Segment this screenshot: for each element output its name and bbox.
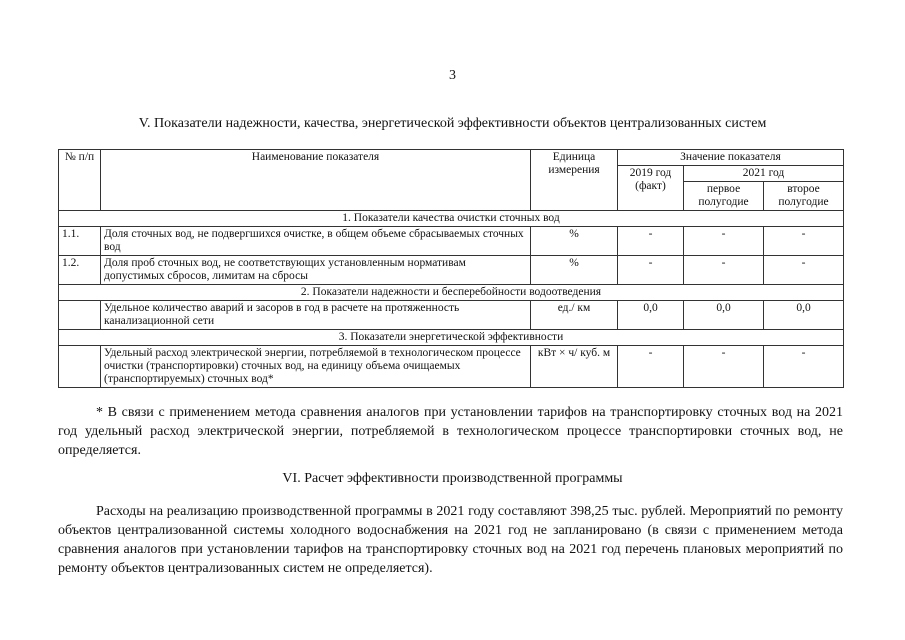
footnote-text: * В связи с применением метода сравнения аналогов при установлении тарифов на транспортировку сточных вод на 2021 год удельный расход электрической энергии, потребляемой в технологическом процессе транспортировки сточных вод, не определяется.	[58, 405, 843, 458]
cell-name: Доля сточных вод, не подвергшихся очистке, в общем объеме сбрасываемых сточных вод	[101, 227, 531, 256]
table-row	[59, 346, 844, 388]
header-value-group: Значение показателя	[618, 150, 844, 166]
cell-num	[59, 346, 101, 388]
group-row	[59, 330, 844, 346]
page-number: 3	[449, 68, 456, 83]
cell-unit: %	[531, 256, 618, 285]
cell-first-half: 0,0	[684, 301, 764, 330]
section-6-body	[58, 502, 843, 578]
section-5-title: V. Показатели надежности, качества, энергетической эффективности объектов централизованных систем	[138, 116, 767, 131]
section-6-title: VI. Расчет эффективности производственной программы	[282, 471, 623, 486]
header-second-half: второе полугодие	[764, 182, 844, 211]
header-first-half: первое полугодие	[684, 182, 764, 211]
cell-unit: ед./ км	[531, 301, 618, 330]
cell-name: Доля проб сточных вод, не соответствующих установленным нормативам допустимых сбросов, лимитам на сбросы	[101, 256, 531, 285]
cell-unit: %	[531, 227, 618, 256]
group-row	[59, 211, 844, 227]
cell-2019: -	[618, 346, 684, 388]
table-row	[59, 301, 844, 330]
cell-second-half: -	[764, 346, 844, 388]
cell-first-half: -	[684, 346, 764, 388]
header-name: Наименование показателя	[101, 150, 531, 211]
header-num: № п/п	[59, 150, 101, 211]
header-2019: 2019 год (факт)	[618, 166, 684, 211]
cell-num: 1.2.	[59, 256, 101, 285]
cell-unit: кВт × ч/ куб. м	[531, 346, 618, 388]
cell-name: Удельный расход электрической энергии, потребляемой в технологическом процессе очистки (транспортировки) сточных вод, на единицу объема очищаемых (транспортируемых) сточных вод*	[101, 346, 531, 388]
cell-second-half: -	[764, 256, 844, 285]
group-title: 2. Показатели надежности и бесперебойности водоотведения	[59, 285, 844, 301]
footnote	[58, 403, 843, 460]
group-title: 3. Показатели энергетической эффективности	[59, 330, 844, 346]
header-unit: Единица измерения	[531, 150, 618, 211]
cell-name: Удельное количество аварий и засоров в год в расчете на протяженность канализационной сети	[101, 301, 531, 330]
cell-num	[59, 301, 101, 330]
cell-2019: -	[618, 256, 684, 285]
group-title: 1. Показатели качества очистки сточных вод	[59, 211, 844, 227]
indicators-table	[58, 149, 844, 388]
cell-second-half: -	[764, 227, 844, 256]
cell-first-half: -	[684, 227, 764, 256]
table-row	[59, 227, 844, 256]
header-2021: 2021 год	[684, 166, 844, 182]
cell-num: 1.1.	[59, 227, 101, 256]
table-row	[59, 256, 844, 285]
cell-first-half: -	[684, 256, 764, 285]
section-6-text: Расходы на реализацию производственной программы в 2021 году составляют 398,25 тыс. рублей. Мероприятий по ремонту объектов централизованной системы холодного водоснабжения на 2021 год не запланировано (в связи с применением метода сравнения аналогов при установлении тарифов на транспортировку сточных вод на 2021 год перечень плановых мероприятий по ремонту объектов централизованных систем не определяется).	[58, 504, 843, 576]
cell-2019: 0,0	[618, 301, 684, 330]
group-row	[59, 285, 844, 301]
cell-second-half: 0,0	[764, 301, 844, 330]
cell-2019: -	[618, 227, 684, 256]
